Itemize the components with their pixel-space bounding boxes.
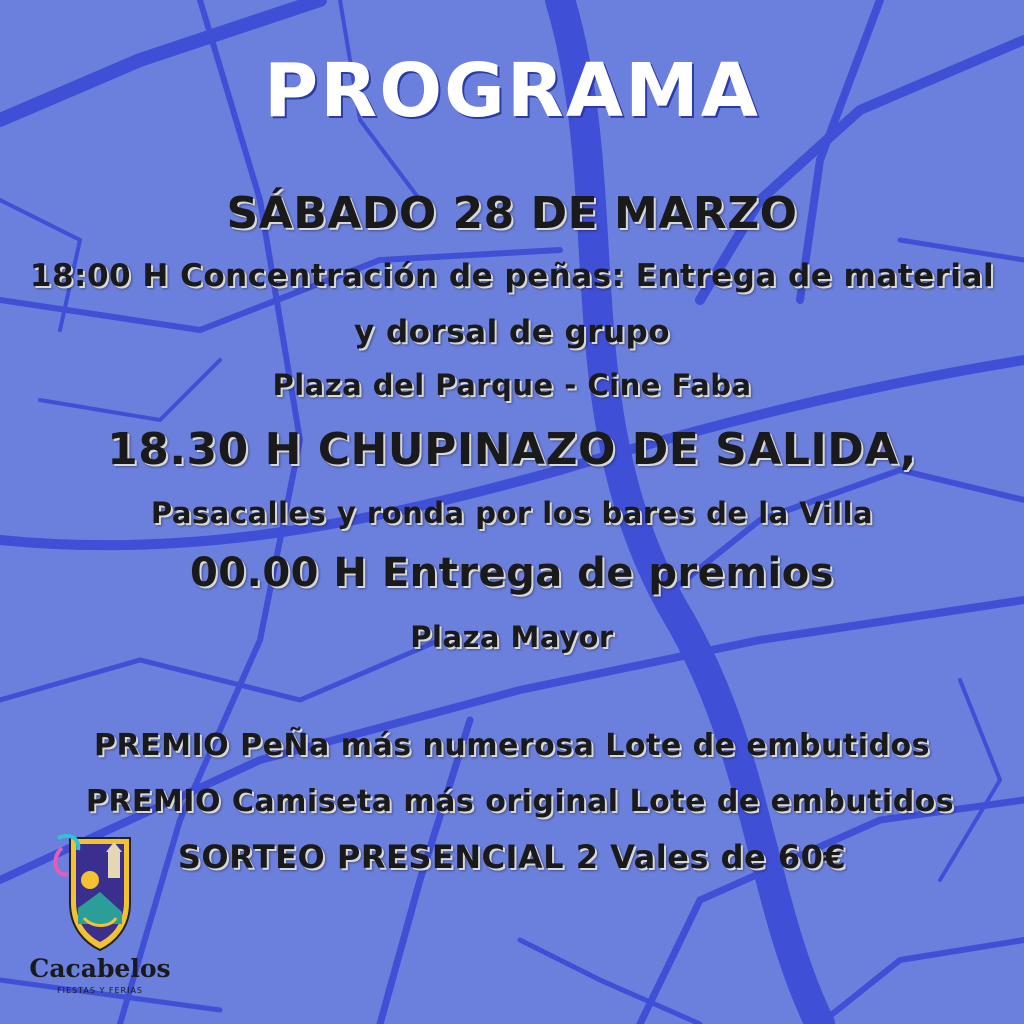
prize-line-2: PREMIO Camiseta más original Lote de embutidos [85,784,955,819]
prize-line-1: PREMIO PeÑa más numerosa Lote de embutidos [94,728,930,763]
schedule-line-6: 00.00 H Entrega de premios [189,550,835,596]
logo-name: Cacabelos [29,954,171,983]
crest-icon [20,828,180,953]
prize-line-3: SORTEO PRESENCIAL 2 Vales de 60€ [177,838,847,876]
logo-subtitle: FIESTAS Y FERIAS [56,986,143,995]
schedule-line-1: 18:00 H Concentración de peñas: Entrega de material [29,258,995,294]
schedule-line-5: Pasacalles y ronda por los bares de la Villa [150,496,874,530]
schedule-line-4: 18.30 H CHUPINAZO DE SALIDA, [107,424,917,475]
schedule-line-2: y dorsal de grupo [353,314,671,350]
page-title: PROGRAMA [263,48,761,134]
schedule-line-7: Plaza Mayor [410,620,614,654]
event-date: SÁBADO 28 DE MARZO [226,188,798,239]
cacabelos-logo [20,828,180,1008]
schedule-line-3: Plaza del Parque - Cine Faba [272,368,752,402]
